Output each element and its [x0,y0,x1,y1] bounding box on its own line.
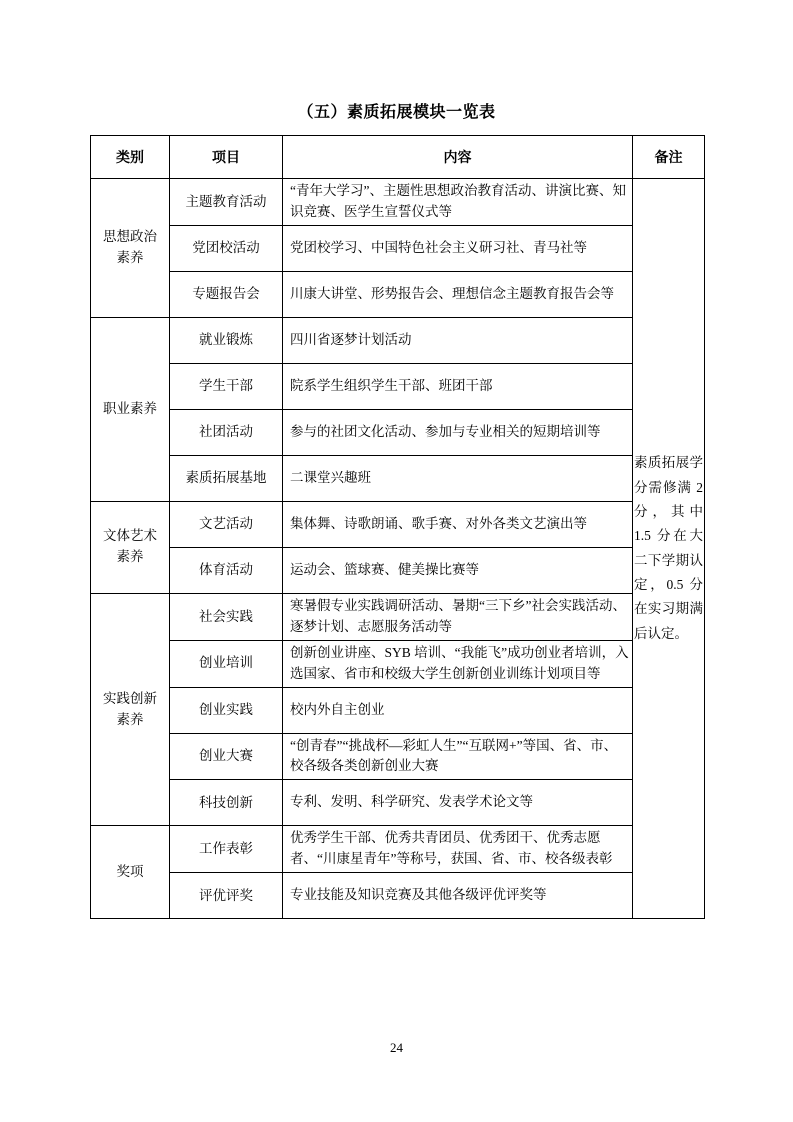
table-row [91,363,705,409]
content-cell: 运动会、篮球赛、健美操比赛等 [283,547,633,593]
content-cell: 川康大讲堂、形势报告会、理想信念主题教育报告会等 [283,271,633,317]
category-cell: 文体艺术素养 [91,501,170,593]
content-cell: 寒暑假专业实践调研活动、暑期“三下乡”社会实践活动、逐梦计划、志愿服务活动等 [283,593,633,640]
note-cell: 素质拓展学分需修满 2 分，其中 1.5 分在大二下学期认定，0.5 分在实习期满后认定。 [633,179,705,919]
content-cell: “创青春”“挑战杯—彩虹人生”“互联网+”等国、省、市、校各级各类创新创业大赛 [283,733,633,780]
table-row [91,826,705,873]
project-cell: 创业培训 [170,640,283,687]
table-row [91,593,705,640]
category-cell: 奖项 [91,826,170,919]
project-cell: 主题教育活动 [170,179,283,226]
header-content: 内容 [283,136,633,179]
quality-module-table [90,135,705,919]
table-row [91,501,705,547]
content-cell: 专业技能及知识竞赛及其他各级评优评奖等 [283,873,633,919]
content-cell: 四川省逐梦计划活动 [283,317,633,363]
content-cell: 参与的社团文化活动、参加与专业相关的短期培训等 [283,409,633,455]
table-row [91,409,705,455]
content-cell: 党团校学习、中国特色社会主义研习社、青马社等 [283,225,633,271]
content-cell: 优秀学生干部、优秀共青团员、优秀团干、优秀志愿者、“川康星青年”等称号，获国、省、市、校各级表彰 [283,826,633,873]
project-cell: 科技创新 [170,780,283,826]
content-cell: 院系学生组织学生干部、班团干部 [283,363,633,409]
content-cell: 校内外自主创业 [283,687,633,733]
project-cell: 评优评奖 [170,873,283,919]
project-cell: 创业大赛 [170,733,283,780]
project-cell: 专题报告会 [170,271,283,317]
project-cell: 文艺活动 [170,501,283,547]
project-cell: 就业锻炼 [170,317,283,363]
project-cell: 学生干部 [170,363,283,409]
project-cell: 党团校活动 [170,225,283,271]
page-number: 24 [390,1040,403,1055]
table-row [91,687,705,733]
table-row [91,317,705,363]
table-row [91,547,705,593]
table-row [91,271,705,317]
page-title: （五）素质拓展模块一览表 [297,104,496,121]
table-row [91,780,705,826]
project-cell: 体育活动 [170,547,283,593]
table-row [91,640,705,687]
content-cell: 专利、发明、科学研究、发表学术论文等 [283,780,633,826]
table-row [91,179,705,226]
content-cell: “青年大学习”、主题性思想政治教育活动、讲演比赛、知识竞赛、医学生宣誓仪式等 [283,179,633,226]
project-cell: 社团活动 [170,409,283,455]
table-row [91,225,705,271]
content-cell: 集体舞、诗歌朗诵、歌手赛、对外各类文艺演出等 [283,501,633,547]
content-cell: 二课堂兴趣班 [283,455,633,501]
category-cell: 实践创新素养 [91,593,170,826]
table-header-row [91,136,705,179]
table-row [91,455,705,501]
project-cell: 素质拓展基地 [170,455,283,501]
table-row [91,733,705,780]
header-project: 项目 [170,136,283,179]
project-cell: 社会实践 [170,593,283,640]
project-cell: 创业实践 [170,687,283,733]
category-cell: 职业素养 [91,317,170,501]
category-cell: 思想政治素养 [91,179,170,318]
content-cell: 创新创业讲座、SYB 培训、“我能飞”成功创业者培训，入选国家、省市和校级大学生创新创业训练计划项目等 [283,640,633,687]
table-row [91,873,705,919]
header-category: 类别 [91,136,170,179]
project-cell: 工作表彰 [170,826,283,873]
header-note: 备注 [633,136,705,179]
